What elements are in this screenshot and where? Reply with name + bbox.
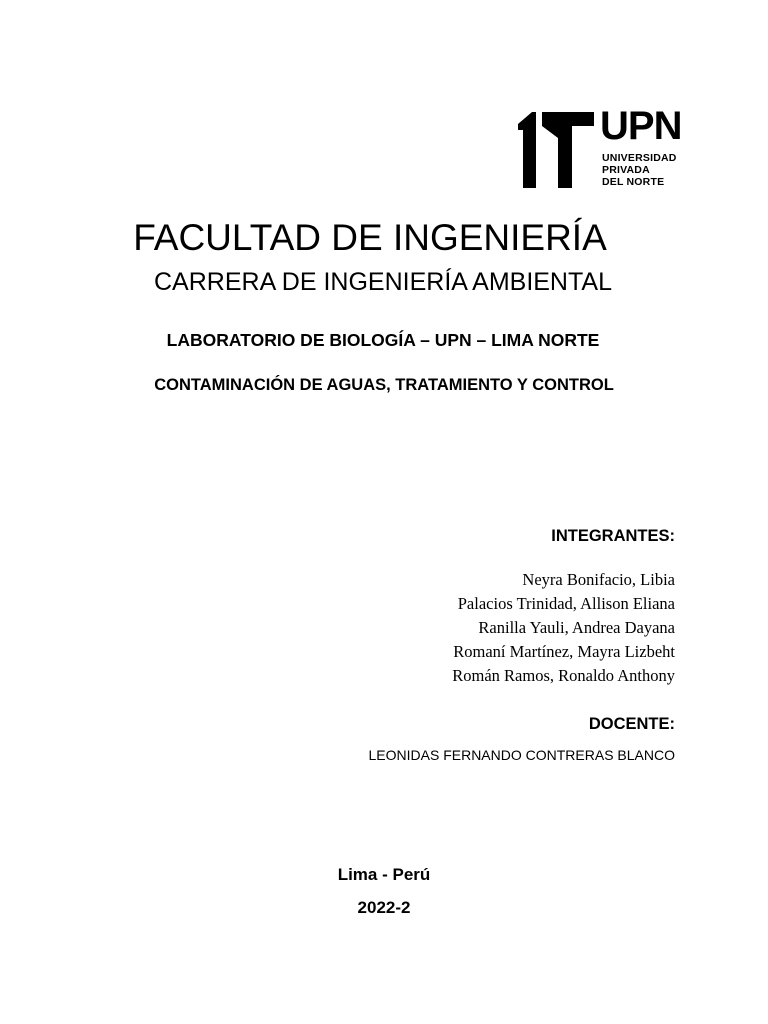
upn-logo [518,104,688,190]
term-label: 2022-2 [357,898,411,917]
list-item: Palacios Trinidad, Allison Eliana [457,594,675,613]
teacher-heading: DOCENTE: [588,715,675,733]
list-item: Román Ramos, Ronaldo Anthony [452,666,675,685]
members-heading: INTEGRANTES: [551,527,675,545]
city-label: Lima - Perú [337,865,431,884]
topic-title: CONTAMINACIÓN DE AGUAS, TRATAMIENTO Y CONTROL [154,376,614,394]
logo-line-1: UNIVERSIDAD [602,152,677,164]
list-item: Neyra Bonifacio, Libia [522,570,675,589]
career-subtitle: CARRERA DE INGENIERÍA AMBIENTAL [154,268,612,296]
members-list [452,568,675,688]
logo-line-2: PRIVADA [602,164,650,176]
list-item: Ranilla Yauli, Andrea Dayana [478,618,675,637]
logo-wordmark: UPN [600,104,682,148]
list-item: Romaní Martínez, Mayra Lizbeht [453,642,675,661]
faculty-title: FACULTAD DE INGENIERÍA [133,217,607,258]
lab-title: LABORATORIO DE BIOLOGÍA – UPN – LIMA NORTE [166,330,600,350]
logo-line-3: DEL NORTE [602,176,665,188]
teacher-name: LEONIDAS FERNANDO CONTRERAS BLANCO [368,747,675,763]
upn-logo-mark-icon [518,112,594,188]
